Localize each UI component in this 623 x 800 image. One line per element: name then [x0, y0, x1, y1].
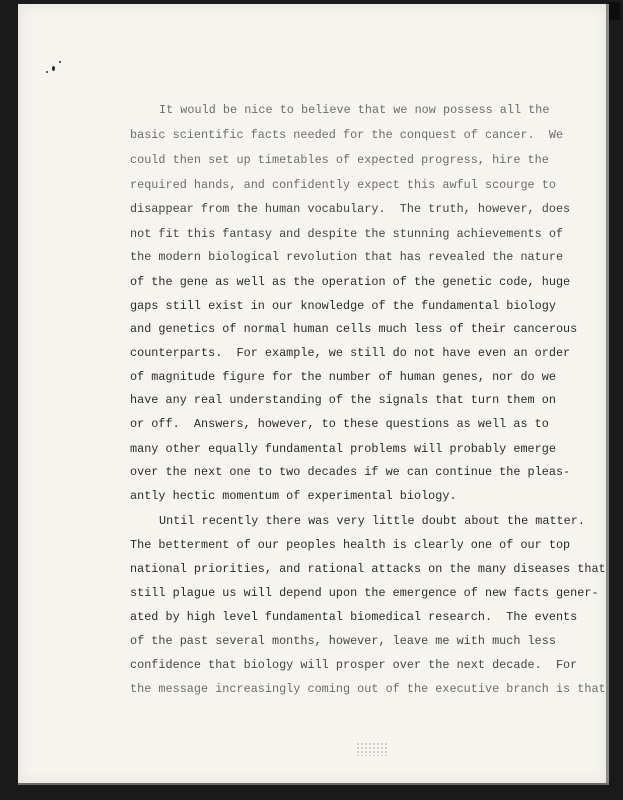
- text-line: basic scientific facts needed for the conquest of cancer. We: [130, 128, 564, 142]
- text-line: ated by high level fundamental biomedical research. The events: [130, 610, 578, 624]
- text-line: of the gene as well as the operation of the genetic code, huge: [130, 275, 571, 289]
- text-line: could then set up timetables of expected progress, hire the: [130, 153, 549, 167]
- text-line: confidence that biology will prosper over the next decade. For: [130, 658, 578, 672]
- page-edge-right: [606, 4, 609, 783]
- text-line: many other equally fundamental problems will probably emerge: [130, 442, 556, 456]
- text-line: not fit this fantasy and despite the stunning achievements of: [130, 227, 564, 241]
- ink-smudge: [356, 742, 388, 756]
- text-line: disappear from the human vocabulary. The truth, however, does: [130, 202, 571, 216]
- scan-corner-tab: [608, 2, 620, 20]
- text-line: national priorities, and rational attacks on the many diseases that: [130, 562, 606, 576]
- text-line: counterparts. For example, we still do not have even an order: [130, 346, 571, 360]
- text-line: required hands, and confidently expect this awful scourge to: [130, 178, 556, 192]
- text-line: The betterment of our peoples health is clearly one of our top: [130, 538, 571, 552]
- typed-text: [18, 4, 608, 783]
- text-line: or off. Answers, however, to these questions as well as to: [130, 417, 549, 431]
- typed-page: [18, 4, 608, 783]
- text-line: of magnitude figure for the number of human genes, nor do we: [130, 370, 556, 384]
- page-edge-bottom: [18, 783, 609, 785]
- text-line: over the next one to two decades if we can continue the pleas-: [130, 465, 571, 479]
- text-line: of the past several months, however, leave me with much less: [130, 634, 556, 648]
- text-line: gaps still exist in our knowledge of the fundamental biology: [130, 299, 556, 313]
- text-line: have any real understanding of the signals that turn them on: [130, 393, 556, 407]
- text-line: and genetics of normal human cells much less of their cancerous: [130, 322, 578, 336]
- text-line: antly hectic momentum of experimental biology.: [130, 489, 457, 503]
- text-line: the message increasingly coming out of the executive branch is that: [130, 682, 606, 696]
- text-line: still plague us will depend upon the emergence of new facts gener-: [130, 586, 599, 600]
- text-line: It would be nice to believe that we now possess all the: [159, 103, 550, 117]
- text-line: the modern biological revolution that has revealed the nature: [130, 250, 564, 264]
- text-line: Until recently there was very little doubt about the matter.: [159, 514, 585, 528]
